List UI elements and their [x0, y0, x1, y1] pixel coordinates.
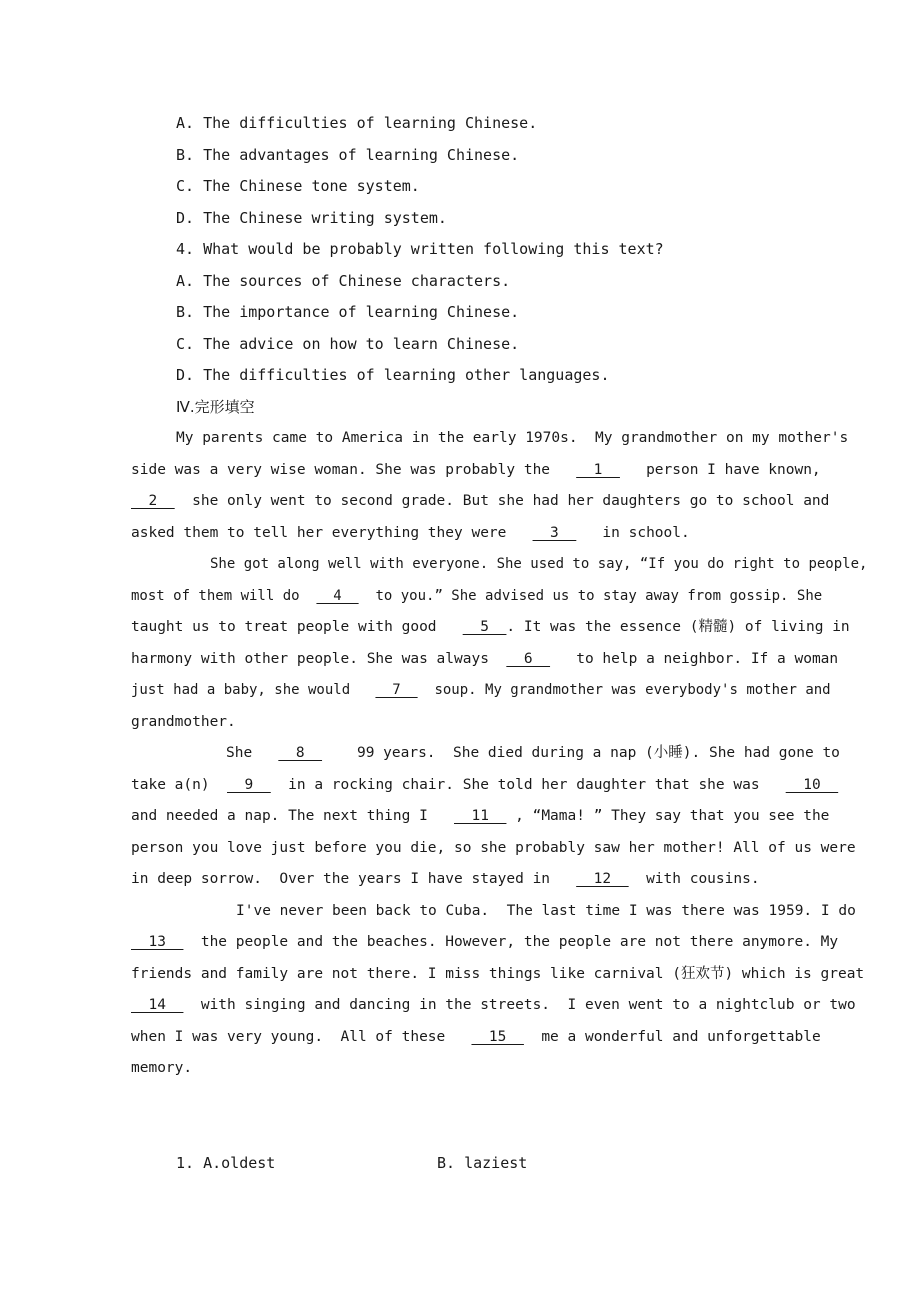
blank-10: __10__	[785, 777, 839, 793]
passage-line: taught us to treat people with good __5__. It was the essence (精髓) of living in	[131, 619, 850, 635]
passage-line: harmony with other people. She was always __6__ to help a neighbor. If a woman	[131, 651, 839, 667]
q1-option-a: 1. A.oldest	[176, 1154, 276, 1172]
q3-option-d: D. The Chinese writing system.	[176, 209, 447, 227]
passage-line: She got along well with everyone. She used to say, “If you do right to people,	[210, 556, 868, 572]
passage-line: __13__ the people and the beaches. However, the people are not there anymore. My	[131, 934, 839, 950]
q3-option-b: B. The advantages of learning Chinese.	[176, 146, 520, 164]
q4-option-b: B. The importance of learning Chinese.	[176, 303, 520, 321]
q4-option-a: A. The sources of Chinese characters.	[176, 272, 511, 290]
passage-line: just had a baby, she would __7__ soup. My grandmother was everybody's mother and	[131, 682, 831, 698]
passage-line: side was a very wise woman. She was probably the __1__ person I have known,	[131, 462, 821, 478]
passage-line: grandmother.	[131, 714, 236, 730]
q3-option-a: A. The difficulties of learning Chinese.	[176, 114, 538, 132]
passage-line: when I was very young. All of these __15__ me a wonderful and unforgettable	[131, 1029, 821, 1045]
passage-line: She __8__ 99 years. She died during a nap (小睡). She had gone to	[226, 745, 840, 761]
blank-7: __7__	[375, 682, 418, 698]
passage-line: I've never been back to Cuba. The last time I was there was 1959. I do	[236, 903, 856, 919]
q4-question: 4. What would be probably written following this text?	[176, 240, 664, 258]
passage-line: person you love just before you die, so she probably saw her mother! All of us were	[131, 840, 856, 856]
blank-12: __12__	[576, 871, 629, 887]
q4-option-c: C. The advice on how to learn Chinese.	[176, 335, 520, 353]
blank-15: __15__	[471, 1029, 524, 1045]
q1-option-b: B. laziest	[437, 1154, 528, 1172]
blank-5: __5__	[462, 619, 507, 635]
blank-9: __9__	[227, 777, 271, 793]
blank-4: __4__	[316, 588, 359, 604]
q3-option-c: C. The Chinese tone system.	[176, 177, 420, 195]
passage-line: and needed a nap. The next thing I __11__ , “Mama! ” They say that you see the	[131, 808, 830, 824]
section-heading: Ⅳ.完形填空	[176, 398, 255, 416]
blank-8: __8__	[278, 745, 323, 761]
passage-line: in deep sorrow. Over the years I have stayed in __12__ with cousins.	[131, 871, 760, 887]
passage-line: memory.	[131, 1060, 193, 1076]
passage-line: asked them to tell her everything they were __3__ in school.	[131, 525, 690, 541]
blank-2: __2__	[131, 493, 175, 509]
passage-line: take a(n) __9__ in a rocking chair. She told her daughter that she was __10__	[131, 777, 839, 793]
passage-line: most of them will do __4__ to you.” She advised us to stay away from gossip. She	[131, 588, 823, 604]
blank-3: __3__	[532, 525, 577, 541]
passage-line: My parents came to America in the early 1970s. My grandmother on my mother's	[176, 430, 849, 446]
blank-6: __6__	[506, 651, 551, 667]
q4-option-d: D. The difficulties of learning other languages.	[176, 366, 610, 384]
blank-14: __14__	[131, 997, 184, 1013]
passage-line: friends and family are not there. I miss things like carnival (狂欢节) which is great	[131, 966, 865, 982]
passage-line: __2__ she only went to second grade. But she had her daughters go to school and	[131, 493, 830, 509]
blank-11: __11__	[454, 808, 507, 824]
blank-13: __13__	[131, 934, 184, 950]
blank-1: __1__	[576, 462, 620, 478]
passage-line: __14__ with singing and dancing in the streets. I even went to a nightclub or two	[131, 997, 856, 1013]
